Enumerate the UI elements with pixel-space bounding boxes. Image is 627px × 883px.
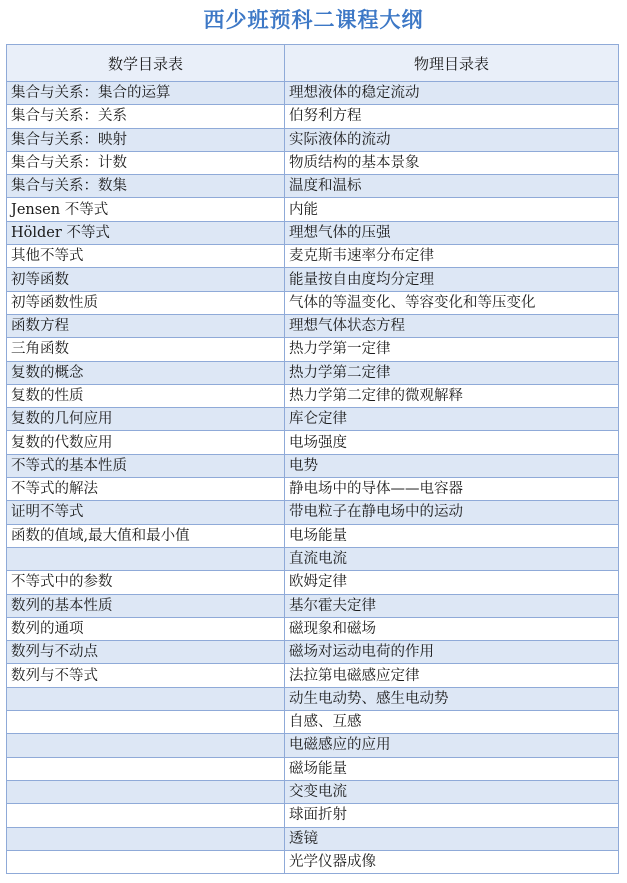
- math-topic-cell: 集合与关系：集合的运算: [7, 82, 285, 105]
- math-topic-cell: 集合与关系：数集: [7, 175, 285, 198]
- physics-topic-cell: 磁场对运动电荷的作用: [285, 641, 619, 664]
- math-topic-cell: 集合与关系：关系: [7, 105, 285, 128]
- table-row: [7, 408, 619, 431]
- math-topic-cell: 初等函数性质: [7, 291, 285, 314]
- table-row: [7, 501, 619, 524]
- table-row: [7, 687, 619, 710]
- physics-topic-cell: 透镜: [285, 827, 619, 850]
- table-row: [7, 128, 619, 151]
- table-row: [7, 524, 619, 547]
- physics-topic-cell: 交变电流: [285, 780, 619, 803]
- math-topic-cell: 函数方程: [7, 314, 285, 337]
- physics-topic-cell: 磁现象和磁场: [285, 617, 619, 640]
- table-row: [7, 571, 619, 594]
- math-topic-cell: [7, 547, 285, 570]
- table-row: [7, 594, 619, 617]
- table-header-row: [7, 45, 619, 82]
- math-topic-cell: 复数的代数应用: [7, 431, 285, 454]
- physics-topic-cell: 库仑定律: [285, 408, 619, 431]
- physics-column-header: 物理目录表: [285, 45, 619, 82]
- table-row: [7, 734, 619, 757]
- math-topic-cell: Hölder 不等式: [7, 221, 285, 244]
- math-topic-cell: 数列与不动点: [7, 641, 285, 664]
- table-row: [7, 478, 619, 501]
- table-row: [7, 175, 619, 198]
- table-row: [7, 547, 619, 570]
- physics-topic-cell: 自感、互感: [285, 711, 619, 734]
- table-row: [7, 454, 619, 477]
- math-topic-cell: [7, 687, 285, 710]
- table-row: [7, 245, 619, 268]
- physics-topic-cell: 能量按自由度均分定理: [285, 268, 619, 291]
- math-topic-cell: [7, 780, 285, 803]
- table-row: [7, 617, 619, 640]
- math-topic-cell: [7, 711, 285, 734]
- physics-topic-cell: 实际液体的流动: [285, 128, 619, 151]
- math-column-header: 数学目录表: [7, 45, 285, 82]
- math-topic-cell: 数列的基本性质: [7, 594, 285, 617]
- table-row: [7, 757, 619, 780]
- math-topic-cell: 不等式的解法: [7, 478, 285, 501]
- math-topic-cell: [7, 850, 285, 873]
- math-topic-cell: 证明不等式: [7, 501, 285, 524]
- physics-topic-cell: 磁场能量: [285, 757, 619, 780]
- table-body: [7, 82, 619, 874]
- math-topic-cell: 复数的性质: [7, 384, 285, 407]
- physics-topic-cell: 直流电流: [285, 547, 619, 570]
- syllabus-table: [6, 44, 619, 874]
- math-topic-cell: [7, 757, 285, 780]
- math-topic-cell: 复数的概念: [7, 361, 285, 384]
- physics-topic-cell: 电势: [285, 454, 619, 477]
- physics-topic-cell: 理想气体的压强: [285, 221, 619, 244]
- physics-topic-cell: 理想液体的稳定流动: [285, 82, 619, 105]
- math-topic-cell: 不等式的基本性质: [7, 454, 285, 477]
- physics-topic-cell: 光学仪器成像: [285, 850, 619, 873]
- table-row: [7, 105, 619, 128]
- physics-topic-cell: 物质结构的基本景象: [285, 151, 619, 174]
- math-topic-cell: 初等函数: [7, 268, 285, 291]
- physics-topic-cell: 电磁感应的应用: [285, 734, 619, 757]
- physics-topic-cell: 电场强度: [285, 431, 619, 454]
- math-topic-cell: 三角函数: [7, 338, 285, 361]
- table-row: [7, 850, 619, 873]
- table-row: [7, 641, 619, 664]
- physics-topic-cell: 欧姆定律: [285, 571, 619, 594]
- physics-topic-cell: 法拉第电磁感应定律: [285, 664, 619, 687]
- physics-topic-cell: 静电场中的导体——电容器: [285, 478, 619, 501]
- table-row: [7, 314, 619, 337]
- table-row: [7, 431, 619, 454]
- physics-topic-cell: 麦克斯韦速率分布定律: [285, 245, 619, 268]
- math-topic-cell: 数列与不等式: [7, 664, 285, 687]
- physics-topic-cell: 温度和温标: [285, 175, 619, 198]
- math-topic-cell: 不等式中的参数: [7, 571, 285, 594]
- table-row: [7, 361, 619, 384]
- table-row: [7, 291, 619, 314]
- math-topic-cell: 复数的几何应用: [7, 408, 285, 431]
- physics-topic-cell: 电场能量: [285, 524, 619, 547]
- table-row: [7, 804, 619, 827]
- table-row: [7, 198, 619, 221]
- table-row: [7, 827, 619, 850]
- table-row: [7, 151, 619, 174]
- math-topic-cell: [7, 734, 285, 757]
- table-row: [7, 338, 619, 361]
- physics-topic-cell: 伯努利方程: [285, 105, 619, 128]
- math-topic-cell: Jensen 不等式: [7, 198, 285, 221]
- math-topic-cell: 其他不等式: [7, 245, 285, 268]
- physics-topic-cell: 球面折射: [285, 804, 619, 827]
- table-row: [7, 664, 619, 687]
- physics-topic-cell: 基尔霍夫定律: [285, 594, 619, 617]
- table-row: [7, 711, 619, 734]
- math-topic-cell: [7, 804, 285, 827]
- table-row: [7, 82, 619, 105]
- page-title: 西少班预科二课程大纲: [203, 7, 424, 32]
- table-row: [7, 221, 619, 244]
- table-row: [7, 268, 619, 291]
- math-topic-cell: 集合与关系：映射: [7, 128, 285, 151]
- math-topic-cell: 函数的值域,最大值和最小值: [7, 524, 285, 547]
- table-row: [7, 780, 619, 803]
- physics-topic-cell: 气体的等温变化、等容变化和等压变化: [285, 291, 619, 314]
- physics-topic-cell: 热力学第一定律: [285, 338, 619, 361]
- math-topic-cell: [7, 827, 285, 850]
- table-row: [7, 384, 619, 407]
- physics-topic-cell: 热力学第二定律的微观解释: [285, 384, 619, 407]
- physics-topic-cell: 内能: [285, 198, 619, 221]
- math-topic-cell: 集合与关系：计数: [7, 151, 285, 174]
- math-topic-cell: 数列的通项: [7, 617, 285, 640]
- physics-topic-cell: 带电粒子在静电场中的运动: [285, 501, 619, 524]
- physics-topic-cell: 热力学第二定律: [285, 361, 619, 384]
- physics-topic-cell: 理想气体状态方程: [285, 314, 619, 337]
- physics-topic-cell: 动生电动势、感生电动势: [285, 687, 619, 710]
